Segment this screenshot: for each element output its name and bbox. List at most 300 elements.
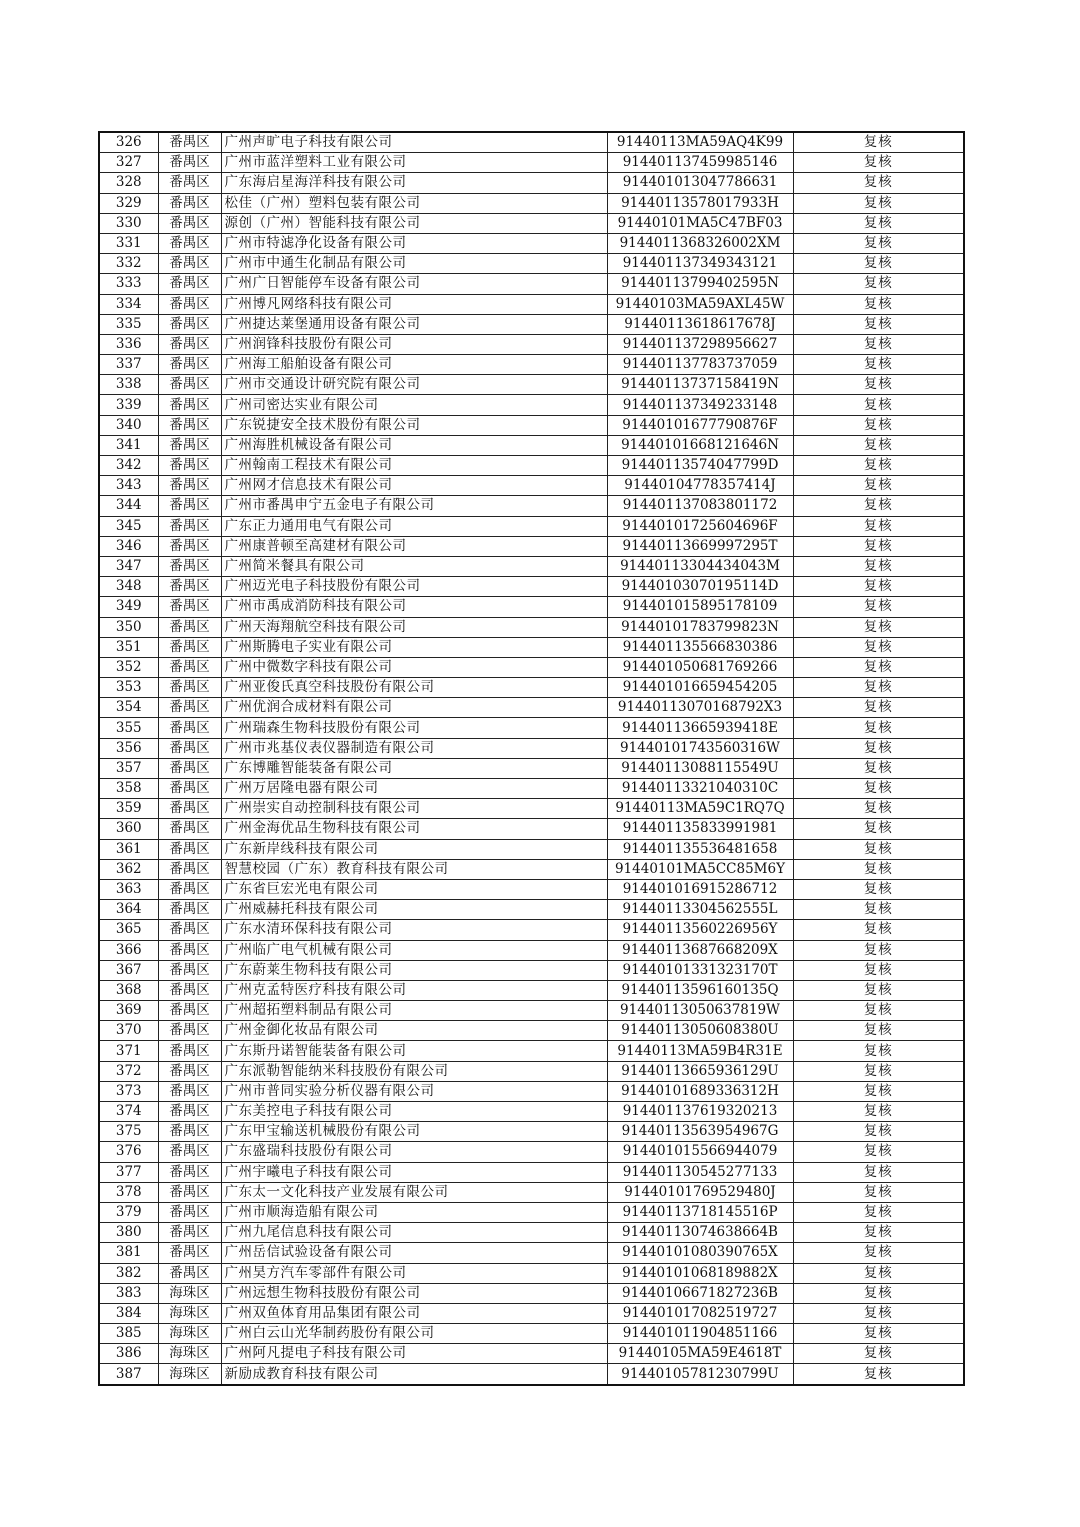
row-number: 334 xyxy=(99,294,158,314)
company-name: 广东锐捷安全技术股份有限公司 xyxy=(221,415,607,435)
company-name: 广州崇实自动控制科技有限公司 xyxy=(221,799,607,819)
review-type: 复核 xyxy=(793,859,964,879)
district: 番禺区 xyxy=(158,1102,221,1122)
review-type: 复核 xyxy=(793,193,964,213)
district: 番禺区 xyxy=(158,1021,221,1041)
table-row xyxy=(99,456,964,476)
credit-code: 91440113563954967G xyxy=(607,1122,793,1142)
table-row xyxy=(99,1283,964,1303)
credit-code: 91440101689336312H xyxy=(607,1081,793,1101)
table-row xyxy=(99,678,964,698)
district: 番禺区 xyxy=(158,334,221,354)
row-number: 376 xyxy=(99,1142,158,1162)
credit-code: 91440113050608380U xyxy=(607,1021,793,1041)
review-type: 复核 xyxy=(793,900,964,920)
district: 番禺区 xyxy=(158,779,221,799)
credit-code: 914401137783737059 xyxy=(607,355,793,375)
district: 番禺区 xyxy=(158,1041,221,1061)
credit-code: 91440101MA5CC85M6Y xyxy=(607,859,793,879)
table-row xyxy=(99,718,964,738)
district: 番禺区 xyxy=(158,1243,221,1263)
row-number: 358 xyxy=(99,779,158,799)
review-type: 复核 xyxy=(793,153,964,173)
district: 番禺区 xyxy=(158,900,221,920)
table-row xyxy=(99,1122,964,1142)
credit-code: 914401011904851166 xyxy=(607,1324,793,1344)
company-name: 广州市禹成消防科技有限公司 xyxy=(221,597,607,617)
credit-code: 91440113560226956Y xyxy=(607,920,793,940)
district: 番禺区 xyxy=(158,617,221,637)
review-type: 复核 xyxy=(793,960,964,980)
table-row xyxy=(99,1142,964,1162)
review-type: 复核 xyxy=(793,657,964,677)
table-row xyxy=(99,294,964,314)
credit-code: 914401137298956627 xyxy=(607,334,793,354)
table-row xyxy=(99,556,964,576)
company-name: 广州迈光电子科技股份有限公司 xyxy=(221,577,607,597)
review-type: 复核 xyxy=(793,698,964,718)
review-type: 复核 xyxy=(793,1263,964,1283)
district: 番禺区 xyxy=(158,1263,221,1283)
company-name: 广东水清环保科技有限公司 xyxy=(221,920,607,940)
row-number: 329 xyxy=(99,193,158,213)
row-number: 356 xyxy=(99,738,158,758)
credit-code: 91440113304562555L xyxy=(607,900,793,920)
district: 番禺区 xyxy=(158,213,221,233)
district: 番禺区 xyxy=(158,536,221,556)
district: 番禺区 xyxy=(158,435,221,455)
review-type: 复核 xyxy=(793,1324,964,1344)
row-number: 337 xyxy=(99,355,158,375)
district: 番禺区 xyxy=(158,415,221,435)
review-type: 复核 xyxy=(793,132,964,153)
review-type: 复核 xyxy=(793,738,964,758)
table-row xyxy=(99,920,964,940)
review-type: 复核 xyxy=(793,1142,964,1162)
row-number: 345 xyxy=(99,516,158,536)
enterprise-list-table-container xyxy=(98,131,963,1386)
credit-code: 91440113MA59B4R31E xyxy=(607,1041,793,1061)
review-type: 复核 xyxy=(793,233,964,253)
credit-code: 914401017082519727 xyxy=(607,1303,793,1323)
credit-code: 91440113574047799D xyxy=(607,456,793,476)
company-name: 广州阿凡提电子科技有限公司 xyxy=(221,1344,607,1364)
credit-code: 914401015895178109 xyxy=(607,597,793,617)
table-row xyxy=(99,476,964,496)
table-row xyxy=(99,395,964,415)
table-row xyxy=(99,1243,964,1263)
row-number: 344 xyxy=(99,496,158,516)
review-type: 复核 xyxy=(793,254,964,274)
review-type: 复核 xyxy=(793,597,964,617)
review-type: 复核 xyxy=(793,940,964,960)
table-row xyxy=(99,193,964,213)
row-number: 336 xyxy=(99,334,158,354)
credit-code: 91440113088115549U xyxy=(607,758,793,778)
company-name: 广州海胜机械设备有限公司 xyxy=(221,435,607,455)
row-number: 369 xyxy=(99,1001,158,1021)
row-number: 327 xyxy=(99,153,158,173)
district: 番禺区 xyxy=(158,1122,221,1142)
credit-code: 91440101068189882X xyxy=(607,1263,793,1283)
district: 番禺区 xyxy=(158,516,221,536)
review-type: 复核 xyxy=(793,536,964,556)
company-name: 广州万居隆电器有限公司 xyxy=(221,779,607,799)
table-row xyxy=(99,940,964,960)
row-number: 386 xyxy=(99,1344,158,1364)
table-row xyxy=(99,1102,964,1122)
company-name: 广东海启星海洋科技有限公司 xyxy=(221,173,607,193)
company-name: 广州润锋科技股份有限公司 xyxy=(221,334,607,354)
review-type: 复核 xyxy=(793,1243,964,1263)
table-row xyxy=(99,254,964,274)
company-name: 广州博凡网络科技有限公司 xyxy=(221,294,607,314)
credit-code: 91440101725604696F xyxy=(607,516,793,536)
table-row xyxy=(99,1303,964,1323)
credit-code: 91440101331323170T xyxy=(607,960,793,980)
table-row xyxy=(99,577,964,597)
review-type: 复核 xyxy=(793,1122,964,1142)
review-type: 复核 xyxy=(793,1303,964,1323)
table-row xyxy=(99,1081,964,1101)
credit-code: 91440113799402595N xyxy=(607,274,793,294)
credit-code: 91440106671827236B xyxy=(607,1283,793,1303)
company-name: 广州市特滤净化设备有限公司 xyxy=(221,233,607,253)
company-name: 广东太一文化科技产业发展有限公司 xyxy=(221,1182,607,1202)
company-name: 广东正力通用电气有限公司 xyxy=(221,516,607,536)
review-type: 复核 xyxy=(793,819,964,839)
row-number: 330 xyxy=(99,213,158,233)
table-row xyxy=(99,698,964,718)
review-type: 复核 xyxy=(793,173,964,193)
row-number: 360 xyxy=(99,819,158,839)
district: 番禺区 xyxy=(158,1001,221,1021)
district: 番禺区 xyxy=(158,314,221,334)
district: 番禺区 xyxy=(158,698,221,718)
company-name: 广州金御化妆品有限公司 xyxy=(221,1021,607,1041)
table-row xyxy=(99,637,964,657)
company-name: 广东蔚莱生物科技有限公司 xyxy=(221,960,607,980)
company-name: 广东省巨宏光电有限公司 xyxy=(221,879,607,899)
row-number: 363 xyxy=(99,879,158,899)
row-number: 354 xyxy=(99,698,158,718)
row-number: 342 xyxy=(99,456,158,476)
table-row xyxy=(99,213,964,233)
review-type: 复核 xyxy=(793,637,964,657)
review-type: 复核 xyxy=(793,1021,964,1041)
credit-code: 91440103070195114D xyxy=(607,577,793,597)
district: 番禺区 xyxy=(158,920,221,940)
company-name: 广州宇曦电子科技有限公司 xyxy=(221,1162,607,1182)
review-type: 复核 xyxy=(793,718,964,738)
credit-code: 91440113050637819W xyxy=(607,1001,793,1021)
credit-code: 91440113070168792X3 xyxy=(607,698,793,718)
row-number: 382 xyxy=(99,1263,158,1283)
company-name: 广东美控电子科技有限公司 xyxy=(221,1102,607,1122)
company-name: 广州简米餐具有限公司 xyxy=(221,556,607,576)
district: 番禺区 xyxy=(158,1061,221,1081)
table-row xyxy=(99,375,964,395)
review-type: 复核 xyxy=(793,758,964,778)
company-name: 广州康普顿至高建材有限公司 xyxy=(221,536,607,556)
company-name: 广州捷达莱堡通用设备有限公司 xyxy=(221,314,607,334)
review-type: 复核 xyxy=(793,1202,964,1222)
row-number: 341 xyxy=(99,435,158,455)
row-number: 349 xyxy=(99,597,158,617)
company-name: 广州市顺海造船有限公司 xyxy=(221,1202,607,1222)
table-row xyxy=(99,1263,964,1283)
company-name: 广州双鱼体育用品集团有限公司 xyxy=(221,1303,607,1323)
company-name: 广东派勒智能纳米科技股份有限公司 xyxy=(221,1061,607,1081)
credit-code: 914401137349233148 xyxy=(607,395,793,415)
table-row xyxy=(99,1324,964,1344)
district: 番禺区 xyxy=(158,153,221,173)
company-name: 广州临广电气机械有限公司 xyxy=(221,940,607,960)
credit-code: 91440113718145516P xyxy=(607,1202,793,1222)
review-type: 复核 xyxy=(793,1283,964,1303)
review-type: 复核 xyxy=(793,1102,964,1122)
company-name: 广东盛瑞科技股份有限公司 xyxy=(221,1142,607,1162)
table-row xyxy=(99,859,964,879)
district: 番禺区 xyxy=(158,1202,221,1222)
review-type: 复核 xyxy=(793,678,964,698)
district: 番禺区 xyxy=(158,1182,221,1202)
review-type: 复核 xyxy=(793,1182,964,1202)
table-row xyxy=(99,173,964,193)
review-type: 复核 xyxy=(793,1001,964,1021)
credit-code: 91440113578017933H xyxy=(607,193,793,213)
row-number: 348 xyxy=(99,577,158,597)
company-name: 广东博雕智能装备有限公司 xyxy=(221,758,607,778)
company-name: 广州白云山光华制药股份有限公司 xyxy=(221,1324,607,1344)
district: 番禺区 xyxy=(158,193,221,213)
district: 番禺区 xyxy=(158,799,221,819)
review-type: 复核 xyxy=(793,314,964,334)
company-name: 广州广日智能停车设备有限公司 xyxy=(221,274,607,294)
district: 番禺区 xyxy=(158,1223,221,1243)
credit-code: 91440113596160135Q xyxy=(607,980,793,1000)
table-row xyxy=(99,1182,964,1202)
review-type: 复核 xyxy=(793,1364,964,1385)
enterprise-list-table xyxy=(98,131,965,1386)
row-number: 357 xyxy=(99,758,158,778)
company-name: 广州天海翔航空科技有限公司 xyxy=(221,617,607,637)
district: 番禺区 xyxy=(158,657,221,677)
district: 番禺区 xyxy=(158,597,221,617)
district: 番禺区 xyxy=(158,960,221,980)
row-number: 366 xyxy=(99,940,158,960)
row-number: 384 xyxy=(99,1303,158,1323)
district: 番禺区 xyxy=(158,678,221,698)
table-row xyxy=(99,900,964,920)
review-type: 复核 xyxy=(793,435,964,455)
review-type: 复核 xyxy=(793,334,964,354)
review-type: 复核 xyxy=(793,456,964,476)
company-name: 广州市蓝洋塑料工业有限公司 xyxy=(221,153,607,173)
review-type: 复核 xyxy=(793,617,964,637)
row-number: 353 xyxy=(99,678,158,698)
row-number: 365 xyxy=(99,920,158,940)
row-number: 370 xyxy=(99,1021,158,1041)
credit-code: 91440113MA59C1RQ7Q xyxy=(607,799,793,819)
district: 海珠区 xyxy=(158,1324,221,1344)
company-name: 广州金海优品生物科技有限公司 xyxy=(221,819,607,839)
company-name: 广州昊方汽车零部件有限公司 xyxy=(221,1263,607,1283)
district: 番禺区 xyxy=(158,254,221,274)
credit-code: 914401137459985146 xyxy=(607,153,793,173)
review-type: 复核 xyxy=(793,395,964,415)
table-row xyxy=(99,1364,964,1385)
company-name: 广州九尾信息科技有限公司 xyxy=(221,1223,607,1243)
credit-code: 914401137083801172 xyxy=(607,496,793,516)
row-number: 373 xyxy=(99,1081,158,1101)
company-name: 广州市兆基仪表仪器制造有限公司 xyxy=(221,738,607,758)
table-row xyxy=(99,496,964,516)
company-name: 广州瑞森生物科技股份有限公司 xyxy=(221,718,607,738)
row-number: 350 xyxy=(99,617,158,637)
company-name: 广州岳信试验设备有限公司 xyxy=(221,1243,607,1263)
credit-code: 91440113669997295T xyxy=(607,536,793,556)
review-type: 复核 xyxy=(793,213,964,233)
row-number: 362 xyxy=(99,859,158,879)
review-type: 复核 xyxy=(793,274,964,294)
credit-code: 914401050681769266 xyxy=(607,657,793,677)
company-name: 广州中微数字科技有限公司 xyxy=(221,657,607,677)
company-name: 广东新岸线科技有限公司 xyxy=(221,839,607,859)
credit-code: 91440113MA59AQ4K99 xyxy=(607,132,793,153)
company-name: 广州超拓塑料制品有限公司 xyxy=(221,1001,607,1021)
table-row xyxy=(99,435,964,455)
district: 番禺区 xyxy=(158,456,221,476)
company-name: 广州克孟特医疗科技有限公司 xyxy=(221,980,607,1000)
credit-code: 9144011368326002XM xyxy=(607,233,793,253)
company-name: 广州优润合成材料有限公司 xyxy=(221,698,607,718)
district: 番禺区 xyxy=(158,1162,221,1182)
district: 番禺区 xyxy=(158,294,221,314)
review-type: 复核 xyxy=(793,920,964,940)
table-row xyxy=(99,274,964,294)
table-row xyxy=(99,657,964,677)
credit-code: 91440113321040310C xyxy=(607,779,793,799)
district: 番禺区 xyxy=(158,637,221,657)
district: 番禺区 xyxy=(158,496,221,516)
district: 番禺区 xyxy=(158,859,221,879)
credit-code: 91440101668121646N xyxy=(607,435,793,455)
table-row xyxy=(99,617,964,637)
company-name: 松佳（广州）塑料包装有限公司 xyxy=(221,193,607,213)
district: 番禺区 xyxy=(158,1081,221,1101)
review-type: 复核 xyxy=(793,1061,964,1081)
review-type: 复核 xyxy=(793,1041,964,1061)
row-number: 377 xyxy=(99,1162,158,1182)
row-number: 371 xyxy=(99,1041,158,1061)
review-type: 复核 xyxy=(793,355,964,375)
district: 海珠区 xyxy=(158,1283,221,1303)
district: 海珠区 xyxy=(158,1303,221,1323)
credit-code: 91440103MA59AXL45W xyxy=(607,294,793,314)
row-number: 374 xyxy=(99,1102,158,1122)
row-number: 361 xyxy=(99,839,158,859)
row-number: 333 xyxy=(99,274,158,294)
credit-code: 914401016915286712 xyxy=(607,879,793,899)
table-row xyxy=(99,839,964,859)
row-number: 335 xyxy=(99,314,158,334)
credit-code: 91440113665936129U xyxy=(607,1061,793,1081)
credit-code: 914401016659454205 xyxy=(607,678,793,698)
company-name: 广州声旷电子科技有限公司 xyxy=(221,132,607,153)
review-type: 复核 xyxy=(793,1081,964,1101)
table-row xyxy=(99,779,964,799)
review-type: 复核 xyxy=(793,980,964,1000)
credit-code: 91440101769529480J xyxy=(607,1182,793,1202)
row-number: 378 xyxy=(99,1182,158,1202)
district: 番禺区 xyxy=(158,879,221,899)
company-name: 广州网才信息技术有限公司 xyxy=(221,476,607,496)
row-number: 328 xyxy=(99,173,158,193)
table-row xyxy=(99,1001,964,1021)
district: 番禺区 xyxy=(158,132,221,153)
row-number: 346 xyxy=(99,536,158,556)
company-name: 广州市番禺申宁五金电子有限公司 xyxy=(221,496,607,516)
row-number: 343 xyxy=(99,476,158,496)
credit-code: 91440101080390765X xyxy=(607,1243,793,1263)
credit-code: 91440113737158419N xyxy=(607,375,793,395)
table-row xyxy=(99,1021,964,1041)
row-number: 331 xyxy=(99,233,158,253)
district: 番禺区 xyxy=(158,173,221,193)
row-number: 385 xyxy=(99,1324,158,1344)
table-row xyxy=(99,153,964,173)
credit-code: 914401135566830386 xyxy=(607,637,793,657)
review-type: 复核 xyxy=(793,415,964,435)
row-number: 364 xyxy=(99,900,158,920)
row-number: 379 xyxy=(99,1202,158,1222)
district: 海珠区 xyxy=(158,1364,221,1385)
row-number: 352 xyxy=(99,657,158,677)
table-row xyxy=(99,1061,964,1081)
table-row xyxy=(99,132,964,153)
credit-code: 91440113074638664B xyxy=(607,1223,793,1243)
district: 番禺区 xyxy=(158,395,221,415)
review-type: 复核 xyxy=(793,516,964,536)
credit-code: 91440105MA59E4618T xyxy=(607,1344,793,1364)
credit-code: 91440113665939418E xyxy=(607,718,793,738)
district: 番禺区 xyxy=(158,577,221,597)
review-type: 复核 xyxy=(793,556,964,576)
review-type: 复核 xyxy=(793,1344,964,1364)
table-row xyxy=(99,516,964,536)
credit-code: 91440113618617678J xyxy=(607,314,793,334)
table-row xyxy=(99,1041,964,1061)
table-row xyxy=(99,536,964,556)
table-row xyxy=(99,738,964,758)
credit-code: 914401015566944079 xyxy=(607,1142,793,1162)
district: 番禺区 xyxy=(158,980,221,1000)
credit-code: 91440101743560316W xyxy=(607,738,793,758)
table-row xyxy=(99,1223,964,1243)
credit-code: 914401130545277133 xyxy=(607,1162,793,1182)
district: 番禺区 xyxy=(158,839,221,859)
company-name: 广州威赫托科技有限公司 xyxy=(221,900,607,920)
district: 海珠区 xyxy=(158,1344,221,1364)
row-number: 372 xyxy=(99,1061,158,1081)
review-type: 复核 xyxy=(793,839,964,859)
table-row xyxy=(99,1344,964,1364)
row-number: 368 xyxy=(99,980,158,1000)
review-type: 复核 xyxy=(793,476,964,496)
credit-code: 914401013047786631 xyxy=(607,173,793,193)
company-name: 广东斯丹诺智能装备有限公司 xyxy=(221,1041,607,1061)
